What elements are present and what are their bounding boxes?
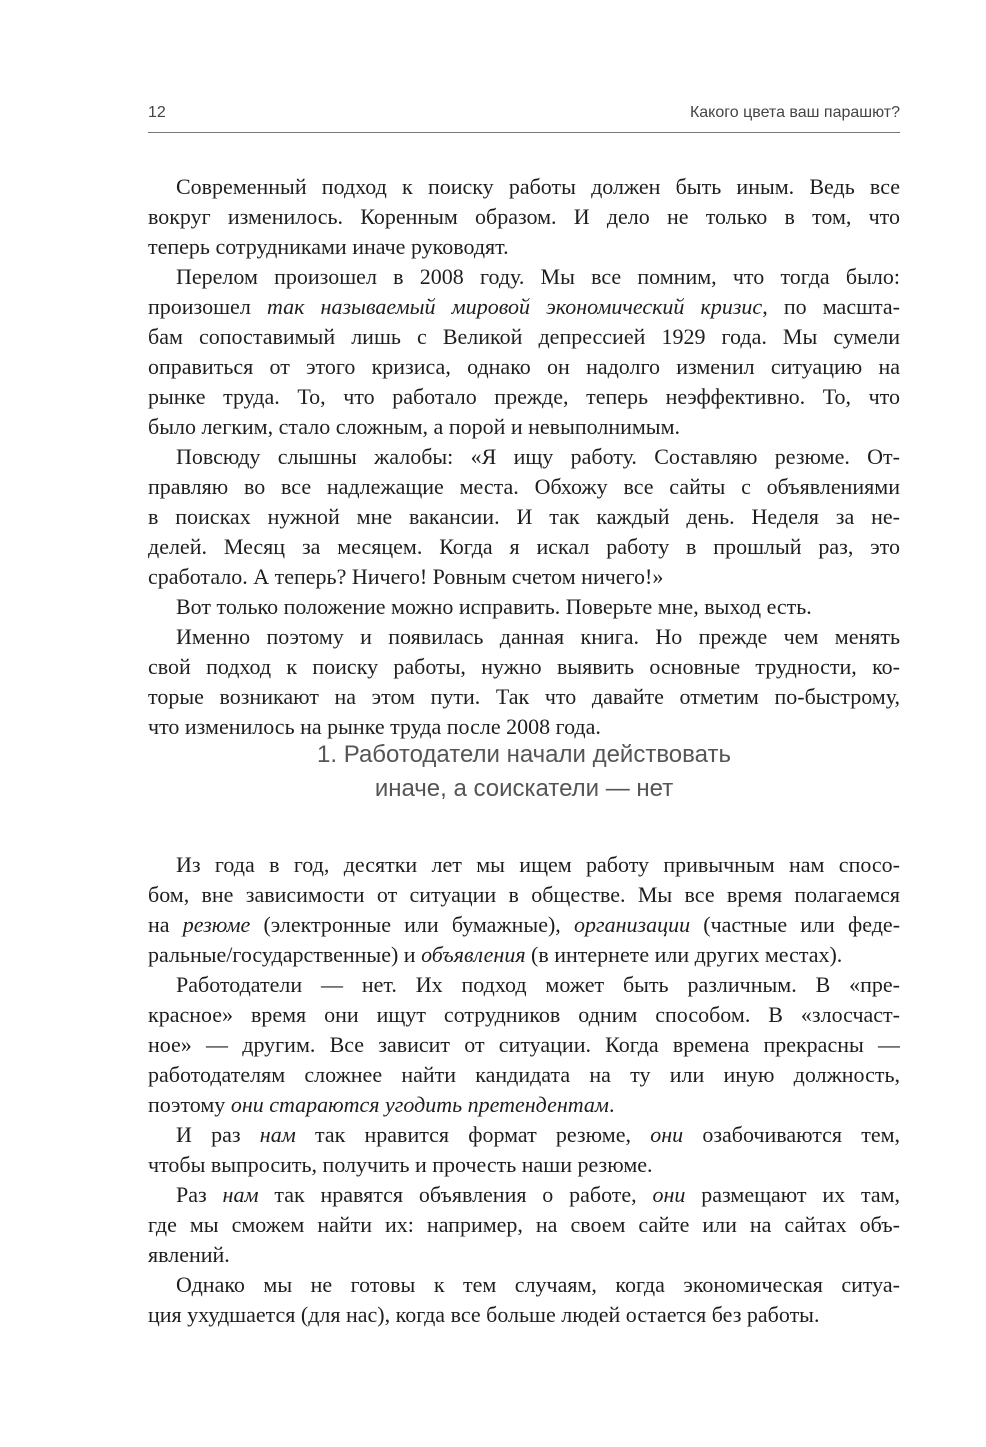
paragraph-3-line-5: сработало. А теперь? Ничего! Ровным счетом ничего!» — [148, 564, 664, 589]
paragraph-1-line-2: вокруг изменилось. Коренным образом. И дело не только в том, что — [148, 204, 900, 229]
emphasis: они стараются угодить претендентам — [230, 1092, 609, 1117]
section-heading-line-1: 1. Работодатели начали действовать — [317, 741, 731, 768]
paragraph-3-line-2: правляю во все надлежащие места. Обхожу все сайты с объявлениями — [148, 474, 900, 499]
running-header — [148, 104, 900, 130]
emphasis: организации — [573, 912, 691, 937]
paragraph-9-line-1: Раз нам так нравятся объявления о работе, они размещают их там, — [176, 1182, 900, 1207]
paragraph-2-line-6: было легким, стало сложным, а порой и невыполнимым. — [148, 414, 680, 439]
paragraph-3-line-4: делей. Месяц за месяцем. Когда я искал работу в прошлый раз, это — [148, 534, 900, 559]
page-number: 12 — [148, 104, 166, 121]
paragraph-2-line-2: произошел так называемый мировой экономический кризис, по масшта- — [148, 294, 900, 319]
paragraph-4: Вот только положение можно исправить. Поверьте мне, выход есть. — [176, 594, 812, 619]
paragraph-10-line-2: ция ухудшается (для нас), когда все больше людей остается без работы. — [148, 1302, 820, 1327]
paragraph-1-line-3: теперь сотрудниками иначе руководят. — [148, 234, 509, 259]
emphasis: объявления — [421, 942, 526, 967]
paragraph-8-line-2: чтобы выпросить, получить и прочесть наши резюме. — [148, 1152, 653, 1177]
paragraph-7-line-4: работодателям сложнее найти кандидата на ту или иную должность, — [148, 1062, 900, 1087]
paragraph-7-line-2: красное» время они ищут сотрудников одним способом. В «злосчаст- — [148, 1002, 900, 1027]
paragraph-6-line-2: бом, вне зависимости от ситуации в обществе. Мы все время полагаемся — [148, 882, 900, 907]
section-heading — [148, 738, 900, 806]
emphasis: они — [650, 1122, 684, 1147]
paragraph-2-line-1: Перелом произошел в 2008 году. Мы все помним, что тогда было: — [176, 264, 900, 289]
emphasis: так называемый мировой экономический кризис — [266, 294, 763, 319]
paragraph-2-line-5: рынке труда. То, что работало прежде, теперь неэффективно. То, что — [148, 384, 900, 409]
paragraph-6-line-4: ральные/государственные) и объявления (в интернете или других местах). — [148, 942, 843, 967]
emphasis: они — [652, 1182, 686, 1207]
header-rule — [148, 132, 900, 133]
paragraph-2-line-4: оправиться от этого кризиса, однако он надолго изменил ситуацию на — [148, 354, 900, 379]
paragraph-7-line-3: ное» — другим. Все зависит от ситуации. Когда времена прекрасны — — [148, 1032, 900, 1057]
paragraph-6-line-1: Из года в год, десятки лет мы ищем работу привычным нам спосо- — [176, 852, 900, 877]
emphasis: нам — [222, 1182, 259, 1207]
paragraph-8-line-1: И раз нам так нравится формат резюме, они озабочиваются тем, — [176, 1122, 900, 1147]
paragraph-3-line-1: Повсюду слышны жалобы: «Я ищу работу. Составляю резюме. От- — [176, 444, 900, 469]
paragraph-1-line-1: Современный подход к поиску работы должен быть иным. Ведь все — [176, 174, 900, 199]
paragraph-6-line-3: на резюме (электронные или бумажные), организации (частные или феде- — [148, 912, 900, 937]
paragraph-9-line-2: где мы сможем найти их: например, на своем сайте или на сайтах объ- — [148, 1212, 900, 1237]
paragraph-3-line-3: в поисках нужной мне вакансии. И так каждый день. Неделя за не- — [148, 504, 900, 529]
body-text-bottom — [148, 850, 900, 1330]
paragraph-9-line-3: явлений. — [148, 1242, 230, 1267]
section-heading-line-2: иначе, а соискатели — нет — [374, 775, 674, 802]
emphasis: нам — [259, 1122, 296, 1147]
paragraph-2-line-3: бам сопоставимый лишь с Великой депрессией 1929 года. Мы сумели — [148, 324, 900, 349]
paragraph-10-line-1: Однако мы не готовы к тем случаям, когда экономическая ситуа- — [176, 1272, 900, 1297]
emphasis: резюме — [182, 912, 251, 937]
paragraph-5-line-2: свой подход к поиску работы, нужно выявить основные трудности, ко- — [148, 654, 900, 679]
paragraph-5-line-1: Именно поэтому и появилась данная книга. Но прежде чем менять — [176, 624, 900, 649]
paragraph-5-line-4: что изменилось на рынке труда после 2008 года. — [148, 714, 601, 739]
body-text-top — [148, 172, 900, 742]
paragraph-7-line-5: поэтому они стараются угодить претендентам. — [148, 1092, 615, 1117]
paragraph-7-line-1: Работодатели — нет. Их подход может быть различным. В «пре- — [176, 972, 900, 997]
paragraph-5-line-3: торые возникают на этом пути. Так что давайте отметим по-быстрому, — [148, 684, 900, 709]
running-title: Какого цвета ваш парашют? — [689, 104, 900, 121]
